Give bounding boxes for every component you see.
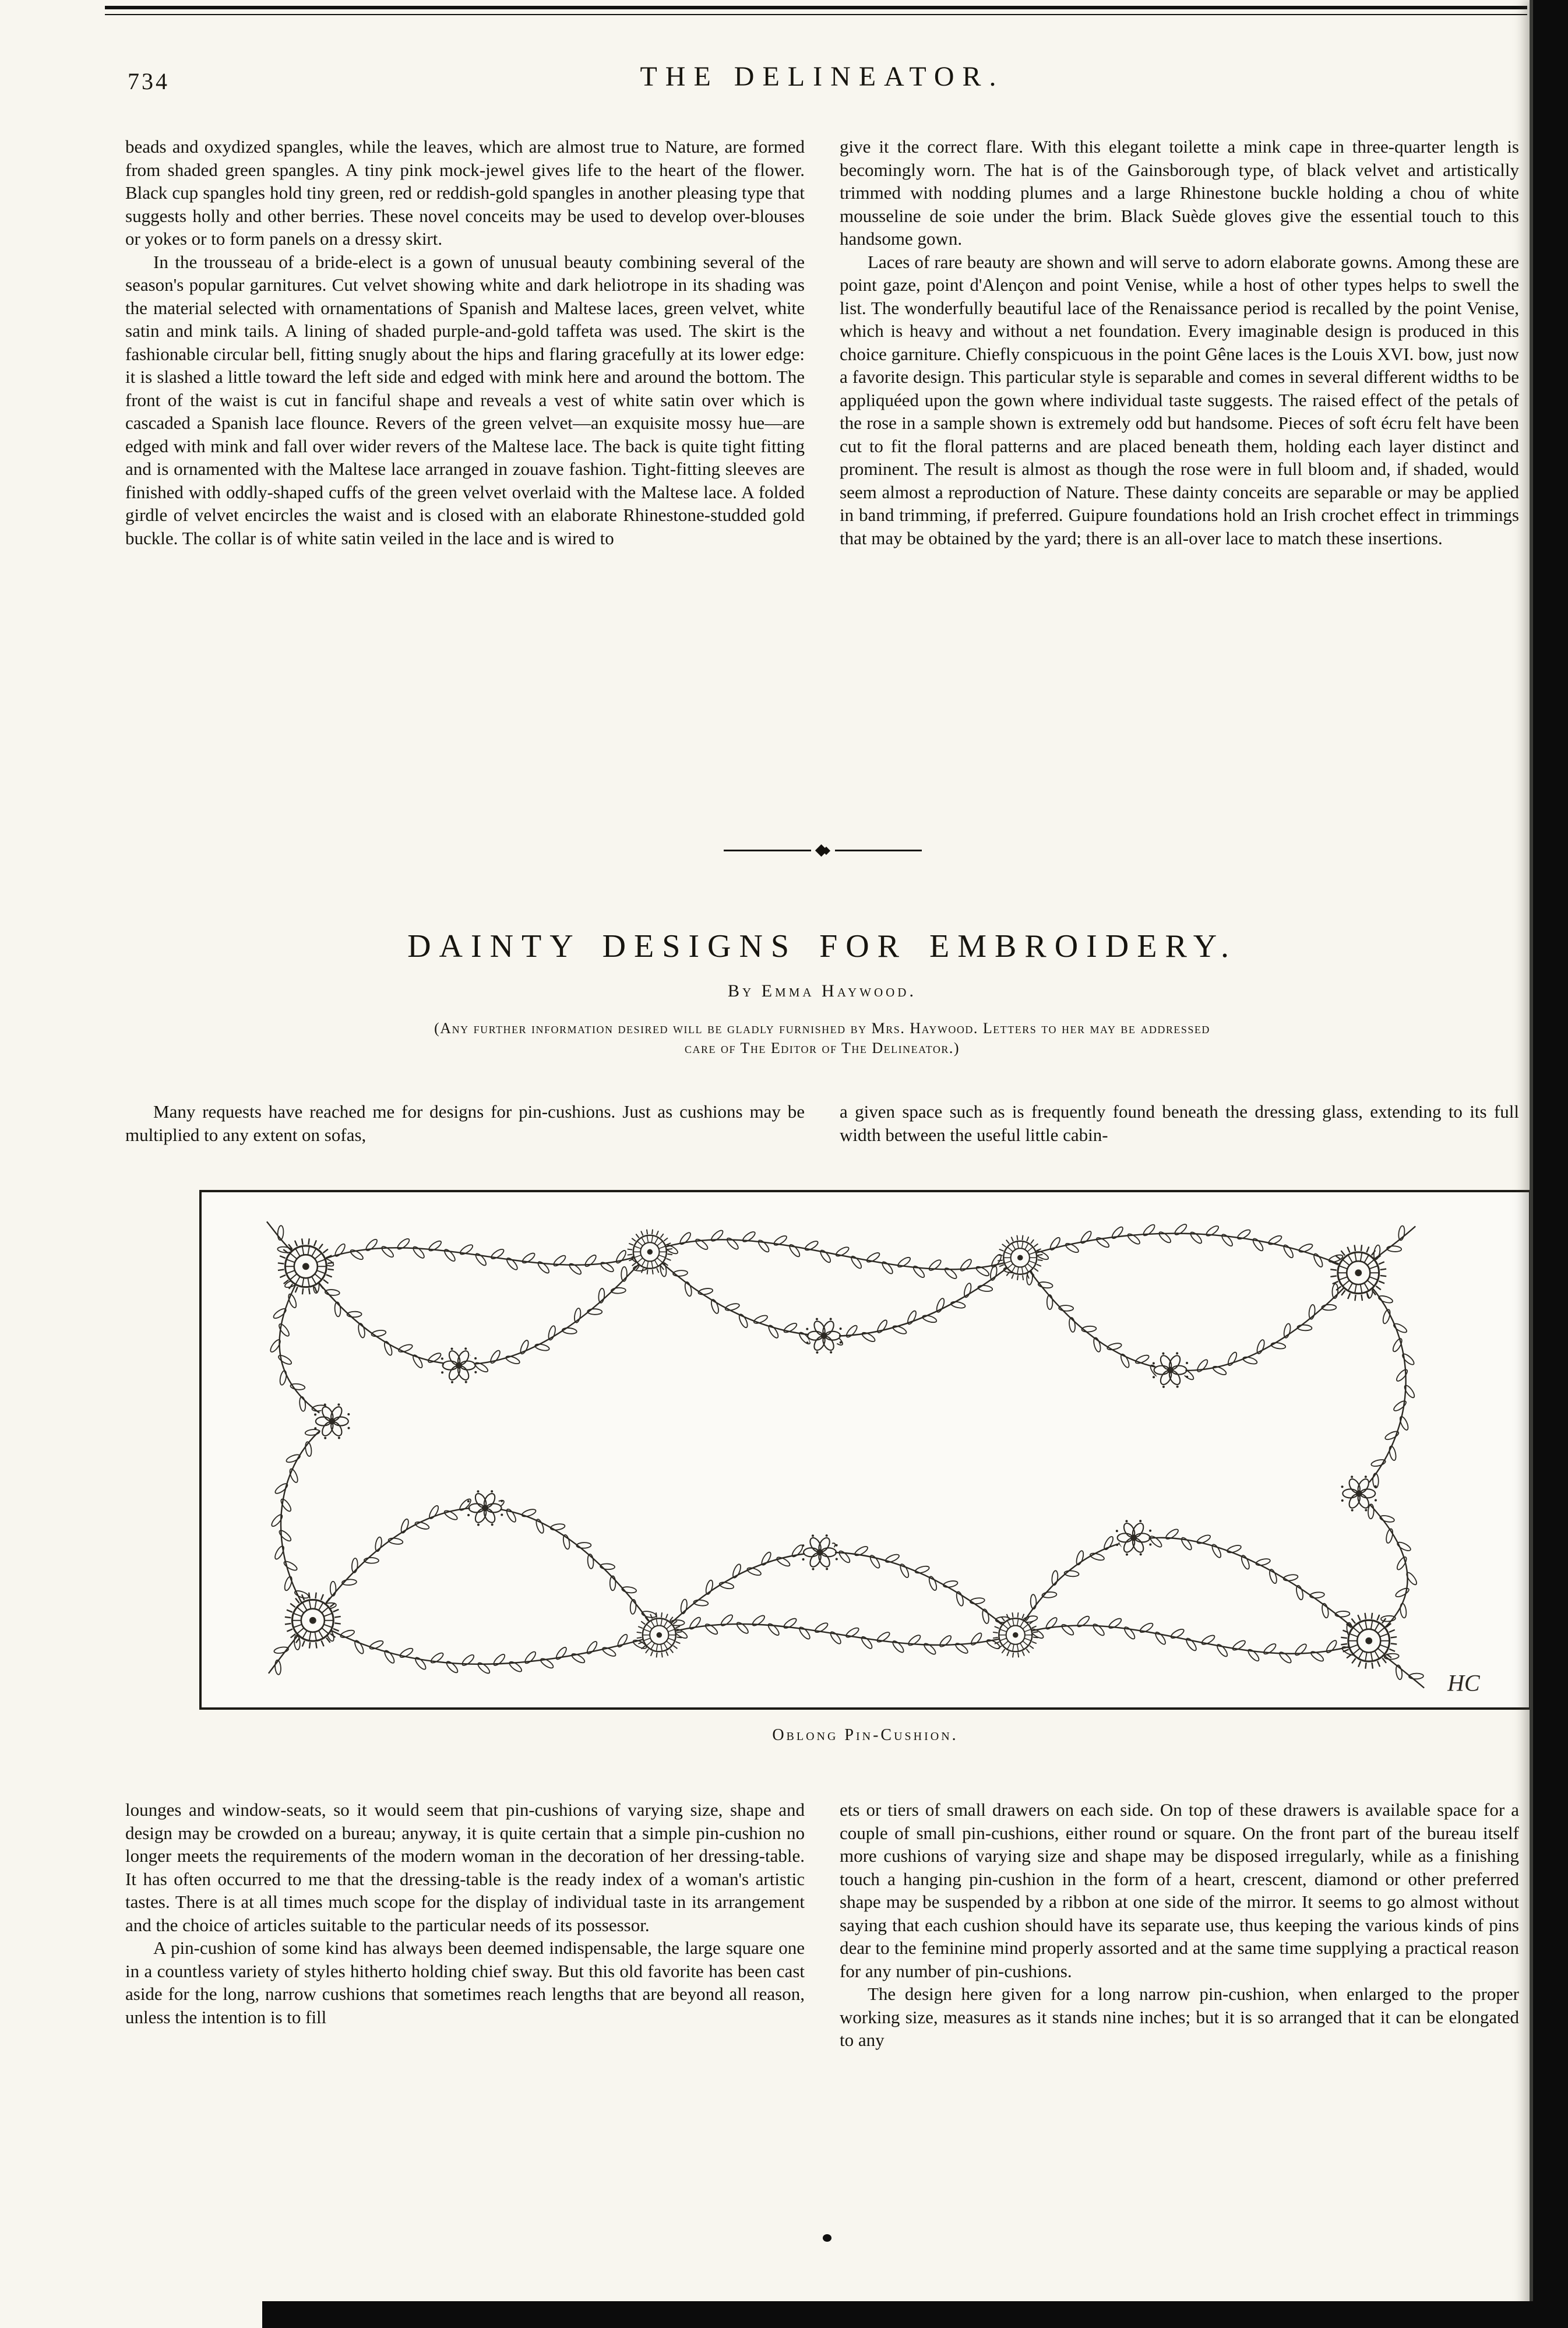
- top-border-rule: [105, 6, 1527, 15]
- paragraph: In the trousseau of a bride-elect is a gown of unusual beauty combining several of the season's popular garnitures. Cut velvet showing white and dark heliotrope in its shading was the material selected with ornamentations of Spanish and Maltese laces, green velvet, white satin and mink tails. A lining of shaded purple-and-gold taffeta was used. The skirt is the fashionable circular bell, fitting snugly about the hips and flaring gracefully at its lower edge: it is slashed a little toward the left side and edged with mink here and around the bottom. The front of the waist is cut in fanciful shape and reveals a vest of white satin over which is cascaded a Spanish lace flounce. Revers of the green velvet—an exquisite mossy hue—are edged with mink and fall over wider revers of the Maltese lace. The back is quite tight fitting and is ornamented with the Maltese lace arranged in zouave fashion. Tight-fitting sleeves are finished with oddly-shaped cuffs of the green velvet overlaid with the Maltese lace. A folded girdle of velvet encircles the waist and is closed with an elaborate Rhinestone-studded gold buckle. The collar is of white satin veiled in the lace and is wired to: [125, 251, 805, 548]
- fashion-article-left-column: [125, 135, 805, 550]
- divider-rule: [724, 850, 811, 851]
- paragraph: A pin-cushion of some kind has always been deemed indispensable, the large square one in a countless variety of styles hitherto holding chief sway. But this old favorite has been cast aside for the long, narrow cushions that sometimes reach lengths that are beyond all reason, unless the intention is to fill: [125, 1938, 805, 2027]
- editors-note-line: care of The Editor of The Delineator.): [685, 1040, 960, 1056]
- embroidery-figure: [199, 1190, 1531, 1745]
- editors-note: [125, 1019, 1519, 1058]
- scan-edge-artifact-right: [1533, 0, 1568, 2328]
- fashion-article-right-column: [840, 135, 1519, 550]
- paragraph: give it the correct flare. With this elegant toilette a mink cape in three-quarter length is becomingly worn. The hat is of the Gainsborough type, of black velvet and artistically trimmed with nodding plumes and a large Rhinestone buckle holding a chou of white mousseline de soie under the brim. Black Suède gloves give the essential touch to this handsome gown.: [840, 136, 1519, 249]
- figure-caption: Oblong Pin-Cushion.: [772, 1726, 959, 1744]
- embroidery-article-right-column: [840, 1798, 1519, 2052]
- printers-mark: [823, 2234, 831, 2242]
- paragraph: beads and oxydized spangles, while the leaves, which are almost true to Nature, are formed from shaded green spangles. A tiny pink mock-jewel gives life to the heart of the flower. Black cup spangles hold tiny green, red or reddish-gold spangles in another pleasing type that suggests holly and other berries. These novel conceits may be used to develop over-blouses or yokes or to form panels on a dressy skirt.: [125, 136, 805, 249]
- paragraph: Many requests have reached me for designs for pin-cushions. Just as cushions may be multiplied to any extent on sofas,: [125, 1101, 805, 1145]
- page-number: 734: [128, 68, 170, 94]
- scan-edge-artifact-bottom: [262, 2301, 1568, 2328]
- section-divider: [724, 846, 922, 855]
- divider-rule: [835, 850, 922, 851]
- paragraph: ets or tiers of small drawers on each side. On top of these drawers is available space for a couple of small pin-cushions, either round or square. On the front part of the bureau itself more cushions of varying size and shape may be disposed irregularly, while as a finishing touch a hanging pin-cushion in the form of a heart, crescent, diamond or other preferred shape may be suspended by a ribbon at one side of the mirror. It seems to go almost without saying that each cushion should have its separate use, thus keeping the various kinds of pins dear to the feminine mind properly assorted and at the same time supplying a practical reason for any number of pin-cushions.: [840, 1799, 1519, 1981]
- fashion-article: [125, 135, 1519, 550]
- figure-frame: [199, 1190, 1531, 1710]
- artist-monogram: HC: [1447, 1670, 1480, 1696]
- section-title: DAINTY DESIGNS FOR EMBROIDERY.: [407, 928, 1237, 964]
- embroidery-pattern-illustration: [202, 1192, 1529, 1707]
- embroidery-article-left-column: [125, 1798, 805, 2052]
- embroidery-section-header: [125, 928, 1519, 1058]
- paragraph: The design here given for a long narrow pin-cushion, when enlarged to the proper working size, measures as it stands nine inches; but it is so arranged that it can be elongated to any: [840, 1984, 1519, 2050]
- embroidery-intro: [125, 1100, 1519, 1146]
- page-header: [125, 61, 1519, 101]
- paragraph: a given space such as is frequently found beneath the dressing glass, extending to its full width between the useful little cabin-: [840, 1101, 1519, 1145]
- byline: By Emma Haywood.: [728, 981, 917, 1001]
- masthead-title: THE DELINEATOR.: [640, 61, 1005, 92]
- paragraph: lounges and window-seats, so it would seem that pin-cushions of varying size, shape and design may be crowded on a bureau; anyway, it is quite certain that a simple pin-cushion no longer meets the requirements of the modern woman in the decoration of her dressing-table. It has often occurred to me that the dressing-table is the ready index of a woman's artistic tastes. There is at all times much scope for the display of individual taste in its arrangement and the choice of articles suitable to the particular needs of its possessor.: [125, 1799, 805, 1935]
- embroidery-article: [125, 1798, 1519, 2052]
- editors-note-line: (Any further information desired will be gladly furnished by Mrs. Haywood. Letters to her may be addressed: [434, 1020, 1210, 1037]
- paragraph: Laces of rare beauty are shown and will serve to adorn elaborate gowns. Among these are point gaze, point d'Alençon and point Venise, while a host of other types helps to swell the list. The wonderfully beautiful lace of the Renaissance period is recalled by the point Venise, which is heavy and without a net foundation. Every imaginable design is produced in this choice garniture. Chiefly conspicuous in the point Gêne laces is the Louis XVI. bow, just now a favorite design. This particular style is separable and comes in several different widths to be appliquéed upon the gown where individual taste suggests. The raised effect of the petals of the rose in a sample shown is extremely odd but handsome. Pieces of soft écru felt have been cut to fit the floral patterns and are placed beneath them, holding each layer distinct and prominent. The result is almost as though the rose were in full bloom and, if shaded, would seem almost a reproduction of Nature. These dainty conceits are separable or may be applied in band trimming, if preferred. Guipure foundations hold an Irish crochet effect in trimmings that may be obtained by the yard; there is an all-over lace to match these insertions.: [840, 251, 1519, 548]
